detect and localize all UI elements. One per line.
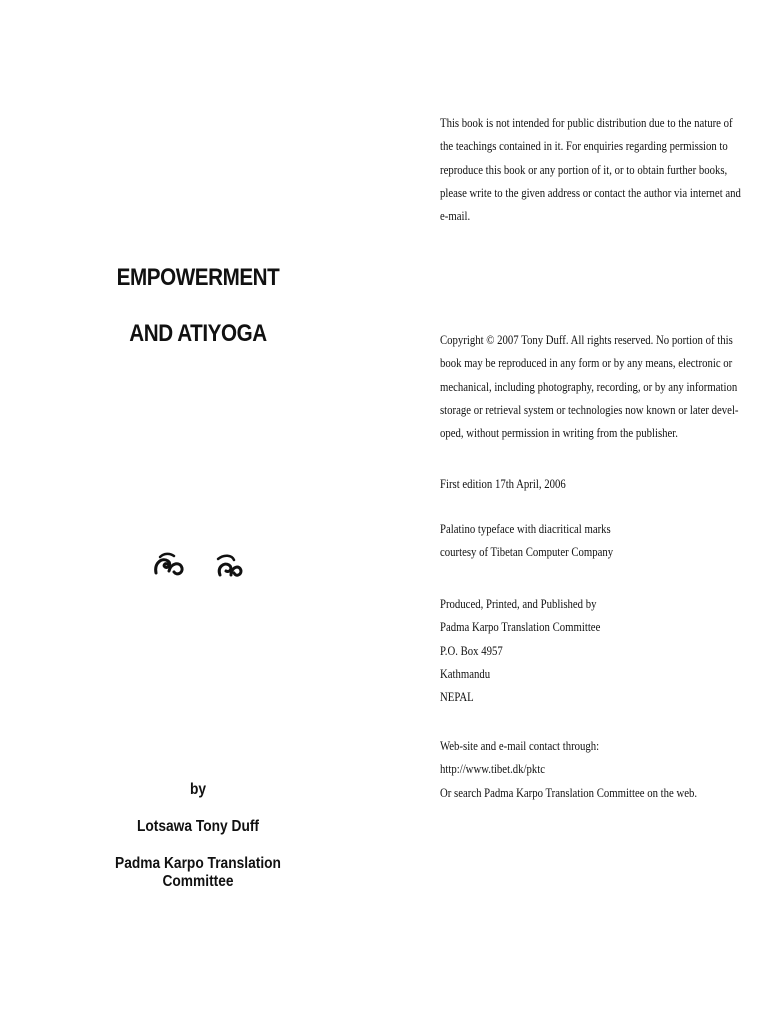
tibetan-ornament <box>152 548 244 584</box>
distribution-notice <box>440 112 741 228</box>
website-url: http://www.tibet.dk/pktc <box>440 762 546 777</box>
copyright-line: Copyright © 2007 Tony Duff. All rights reserved. No portion of this <box>440 333 733 347</box>
copyright-line: book may be reproduced in any form or by any means, electronic or <box>440 356 733 371</box>
ornament-glyph-right-icon <box>214 551 244 581</box>
author-name: Lotsawa Tony Duff <box>136 818 260 835</box>
ornament-glyph-left-icon <box>152 551 186 581</box>
byline-by: by <box>189 781 207 798</box>
website-line: Web-site and e-mail contact through: <box>440 739 600 753</box>
address-line: Produced, Printed, and Published by <box>440 597 597 611</box>
notice-line: e-mail. <box>440 209 471 224</box>
book-title-line-2: AND ATIYOGA <box>129 320 267 347</box>
copyright-line: oped, without permission in writing from the publisher. <box>440 426 678 441</box>
copyright-line: mechanical, including photography, recording, or by any information <box>440 379 738 394</box>
edition-line: First edition 17th April, 2006 <box>440 477 566 491</box>
publisher-name: Padma Karpo Translation Committee <box>115 855 281 890</box>
address-line: P.O. Box 4957 <box>440 643 503 658</box>
notice-line: reproduce this book or any portion of it, or to obtain further books, <box>440 162 728 177</box>
address-line: Kathmandu <box>440 666 491 681</box>
copyright-notice <box>440 329 739 445</box>
address-line: Padma Karpo Translation Committee <box>440 620 601 635</box>
book-title-line-1: EMPOWERMENT <box>116 264 280 291</box>
address-line: NEPAL <box>440 690 474 705</box>
notice-line: This book is not intended for public distribution due to the nature of <box>440 116 733 130</box>
typeface-credit <box>440 518 707 565</box>
typeface-line: Palatino typeface with diacritical marks <box>440 522 611 536</box>
website-line: Or search Padma Karpo Translation Committee on the web. <box>440 785 698 800</box>
title-page <box>78 0 318 1024</box>
typeface-line: courtesy of Tibetan Computer Company <box>440 545 614 560</box>
copyright-line: storage or retrieval system or technologies now known or later devel- <box>440 402 739 417</box>
notice-line: the teachings contained in it. For enquiries regarding permission to <box>440 139 728 154</box>
edition-info <box>440 473 707 496</box>
publisher-address <box>440 593 707 709</box>
notice-line: please write to the given address or contact the author via internet and <box>440 185 741 200</box>
website-contact <box>440 735 707 805</box>
